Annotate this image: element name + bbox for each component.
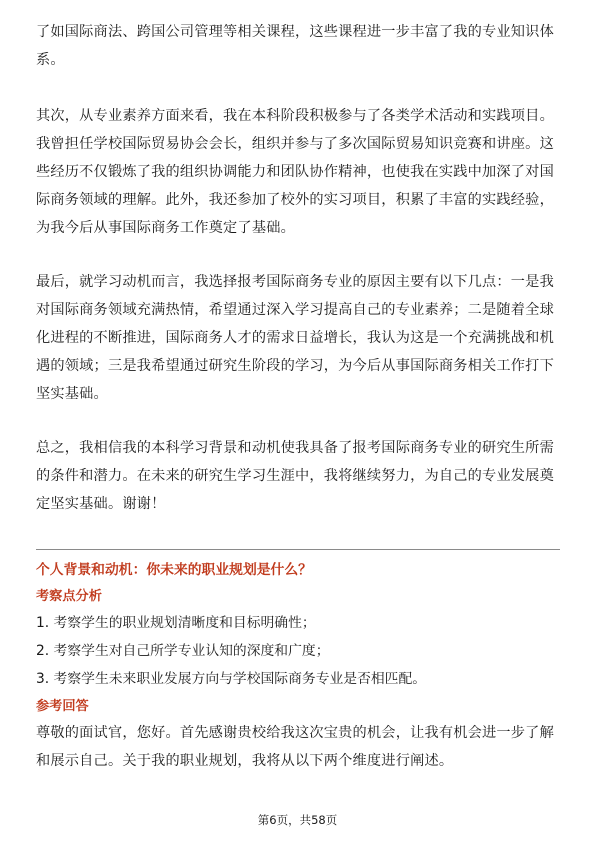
- text-line: 际商务领域的理解。此外，我还参加了校外的实习项目，积累了丰富的实践经验，: [36, 192, 554, 208]
- text-line: 和展示自己。关于我的职业规划，我将从以下两个维度进行阐述。: [36, 753, 454, 769]
- paragraph-1: [36, 18, 560, 74]
- analysis-item-1: 1. 考察学生的职业规划清晰度和目标明确性；: [36, 615, 316, 631]
- answer-heading: 参考回答: [36, 699, 89, 714]
- document-body: [36, 18, 560, 518]
- text-line: 我曾担任学校国际贸易协会会长，组织并参与了多次国际贸易知识竞赛和讲座。这: [36, 136, 554, 152]
- text-line: 了如国际商法、跨国公司管理等相关课程，这些课程进一步丰富了我的专业知识体: [36, 24, 554, 40]
- paragraph-4: [36, 434, 560, 518]
- analysis-item-2: 2. 考察学生对自己所学专业认知的深度和广度；: [36, 643, 330, 659]
- answer-paragraph: [36, 719, 560, 775]
- page-number: 第6页，共58页: [257, 813, 338, 827]
- question-title: 个人背景和动机：你未来的职业规划是什么？: [36, 562, 312, 578]
- text-line: 遇的领域；三是我希望通过研究生阶段的学习，为今后从事国际商务相关工作打下: [36, 358, 554, 374]
- analysis-heading: 考察点分析: [36, 589, 102, 604]
- question-section: [36, 559, 560, 775]
- text-line: 对国际商务领域充满热情，希望通过深入学习提高自己的专业素养；二是随着全球: [36, 302, 554, 318]
- text-line: 些经历不仅锻炼了我的组织协调能力和团队协作精神，也使我在实践中加深了对国: [36, 164, 554, 180]
- text-line: 定坚实基础。谢谢！: [36, 496, 166, 512]
- paragraph-2: [36, 102, 560, 242]
- text-line: 其次，从专业素养方面来看，我在本科阶段积极参与了各类学术活动和实践项目。: [36, 108, 554, 124]
- text-line: 化进程的不断推进，国际商务人才的需求日益增长，我认为这是一个充满挑战和机: [36, 330, 554, 346]
- analysis-item-3: 3. 考察学生未来职业发展方向与学校国际商务专业是否相匹配。: [36, 671, 427, 687]
- text-line: 尊敬的面试官，您好。首先感谢贵校给我这次宝贵的机会，让我有机会进一步了解: [36, 725, 554, 741]
- text-line: 总之，我相信我的本科学习背景和动机使我具备了报考国际商务专业的研究生所需: [36, 440, 554, 456]
- section-divider: [36, 549, 560, 550]
- text-line: 的条件和潜力。在未来的研究生学习生涯中，我将继续努力，为自己的专业发展奠: [36, 468, 554, 484]
- text-line: 最后，就学习动机而言，我选择报考国际商务专业的原因主要有以下几点：一是我: [36, 274, 554, 290]
- text-line: 为我今后从事国际商务工作奠定了基础。: [36, 220, 295, 236]
- paragraph-3: [36, 268, 560, 408]
- text-line: 系。: [36, 52, 65, 68]
- text-line: 坚实基础。: [36, 386, 108, 402]
